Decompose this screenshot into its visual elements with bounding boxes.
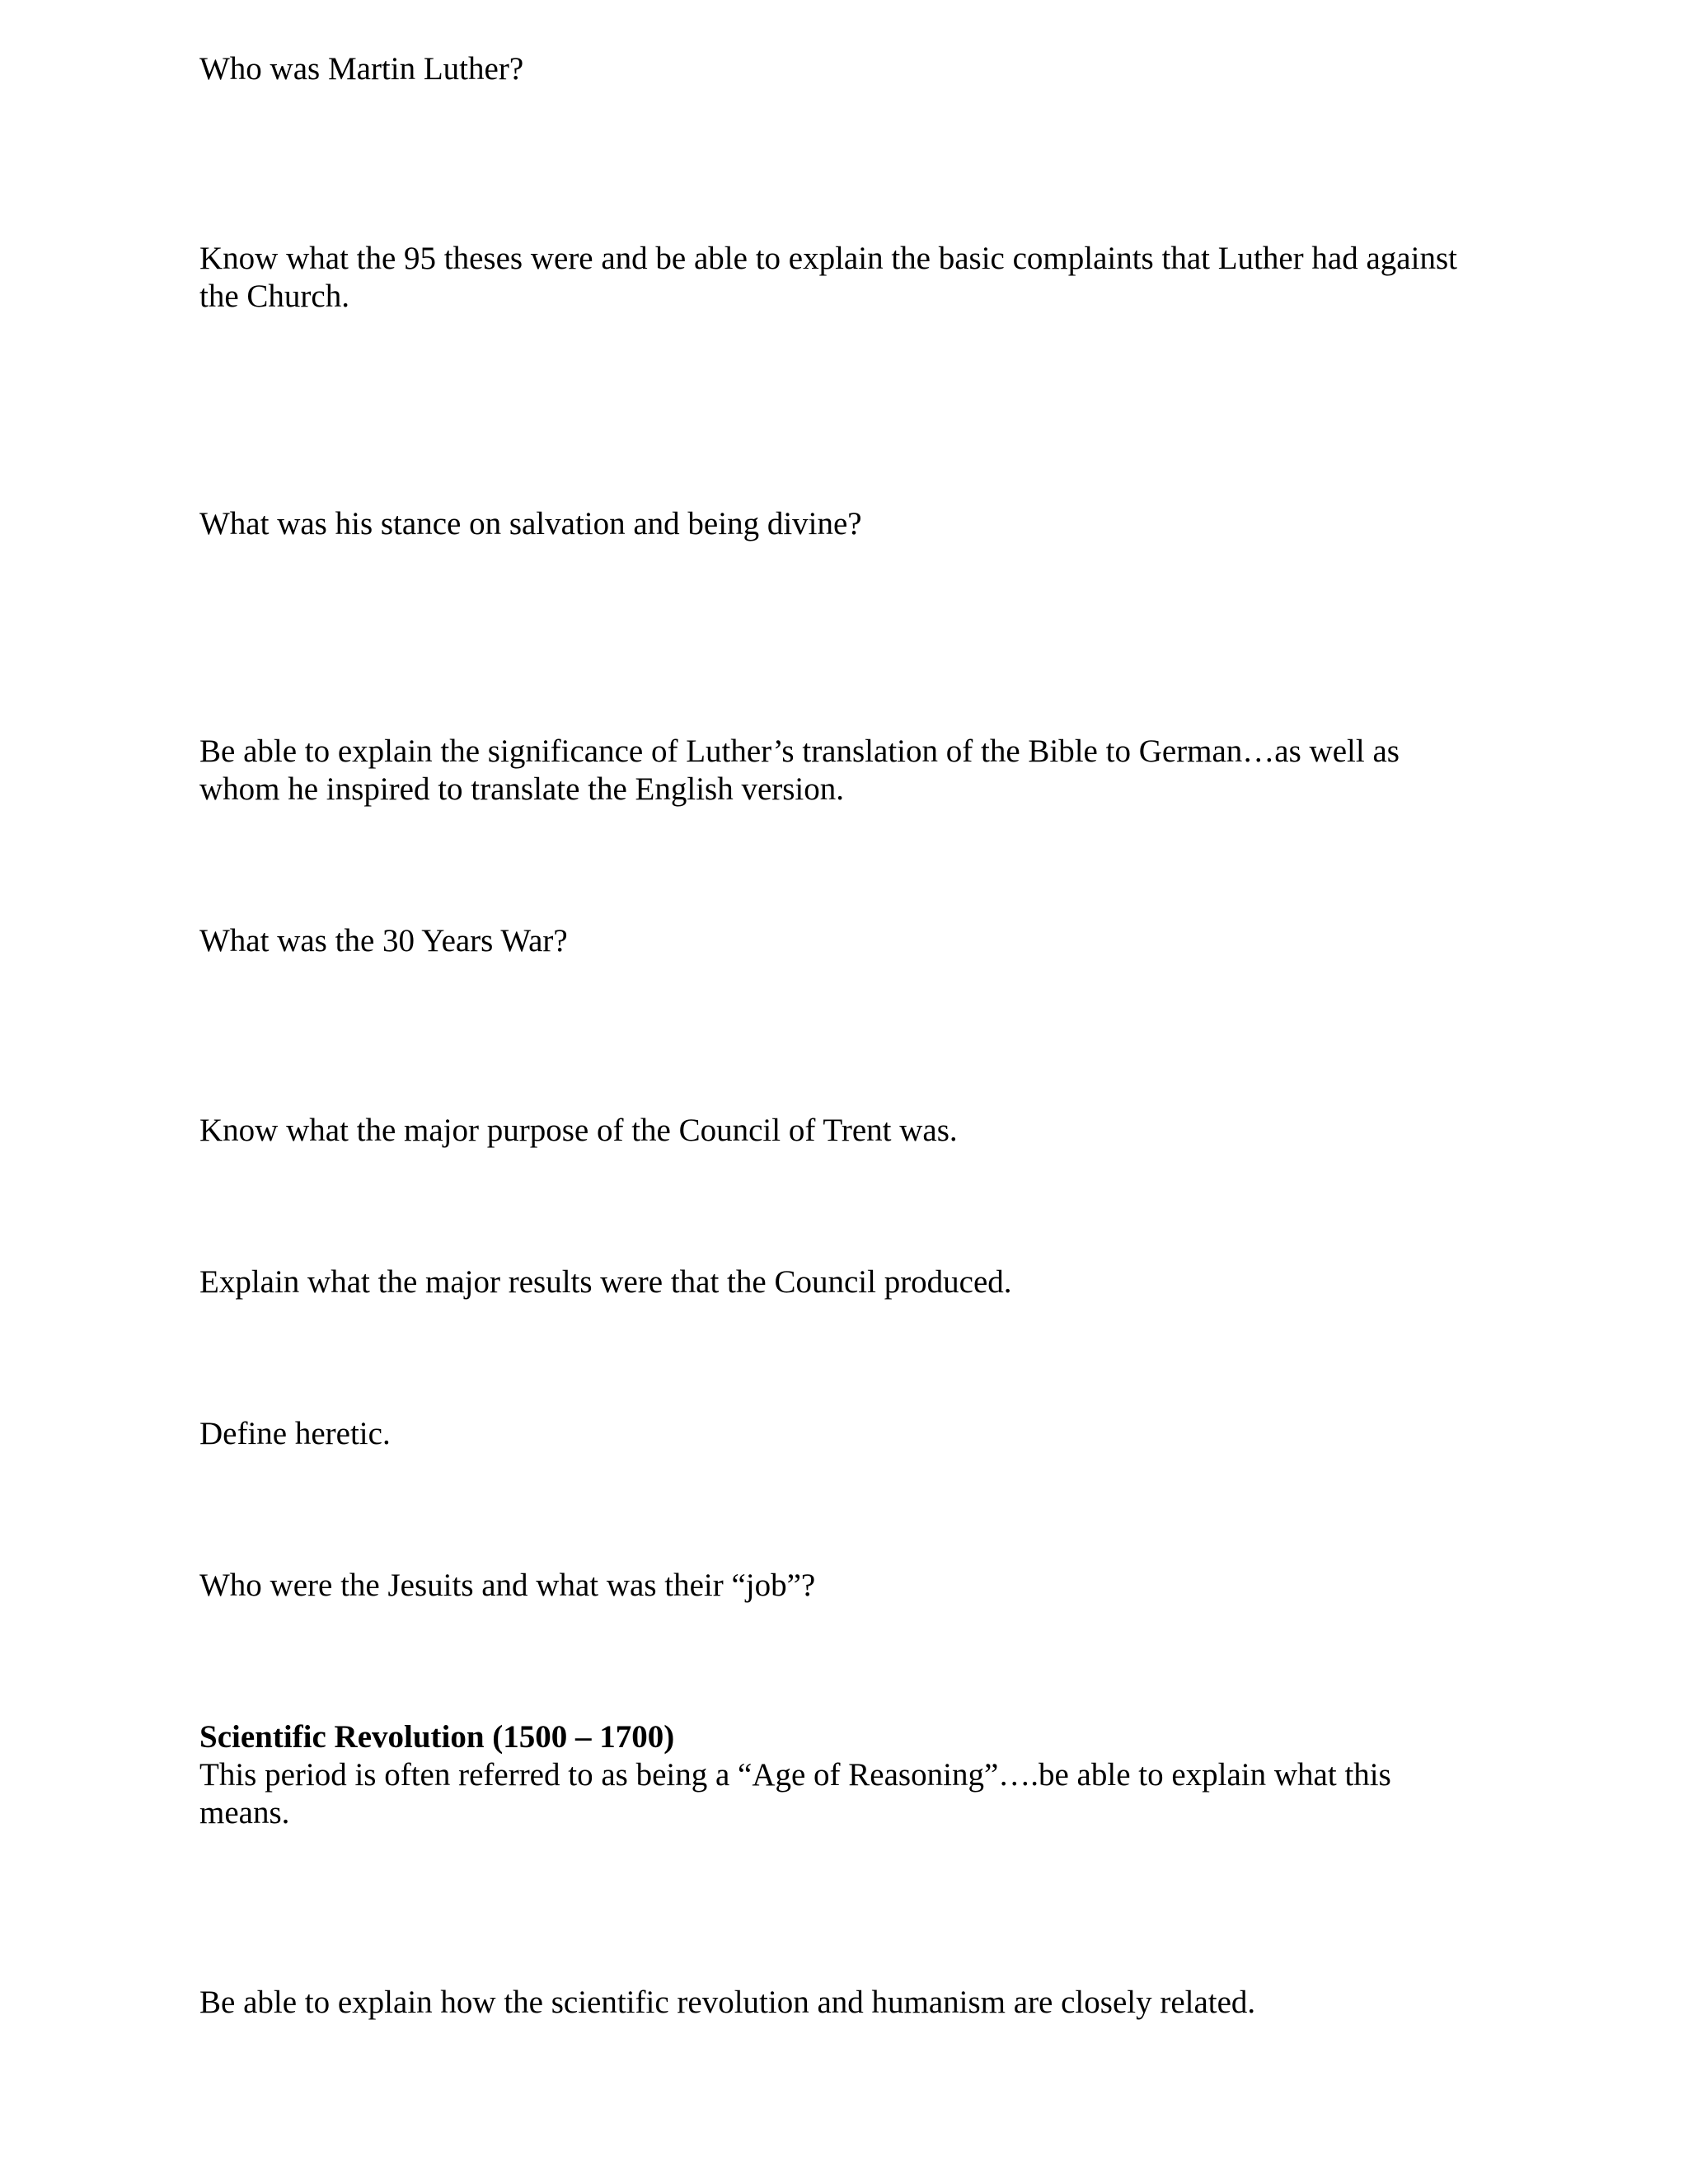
question-council-of-trent-purpose: Know what the major purpose of the Council of Trent was.: [199, 1113, 958, 1148]
question-martin-luther: Who was Martin Luther?: [199, 51, 524, 87]
question-bible-translation: Be able to explain the significance of Luther’s translation of the Bible to German…as well as whom he inspired to translate the English version.: [199, 733, 1400, 807]
question-humanism-relation: Be able to explain how the scientific revolution and humanism are closely related.: [199, 1985, 1256, 2020]
question-jesuits: Who were the Jesuits and what was their “job”?: [199, 1568, 816, 1603]
question-council-results: Explain what the major results were that the Council produced.: [199, 1264, 1012, 1300]
section-heading: Scientific Revolution (1500 – 1700): [199, 1719, 675, 1755]
question-95-theses: Know what the 95 theses were and be able to explain the basic complaints that Luther had against the Church.: [199, 241, 1457, 314]
question-salvation-stance: What was his stance on salvation and being divine?: [199, 506, 862, 541]
section-scientific-revolution: [199, 1718, 1485, 1832]
question-define-heretic: Define heretic.: [199, 1416, 391, 1451]
question-30-years-war: What was the 30 Years War?: [199, 923, 568, 958]
question-age-of-reasoning: This period is often referred to as being a “Age of Reasoning”….be able to explain what this means.: [199, 1757, 1391, 1830]
